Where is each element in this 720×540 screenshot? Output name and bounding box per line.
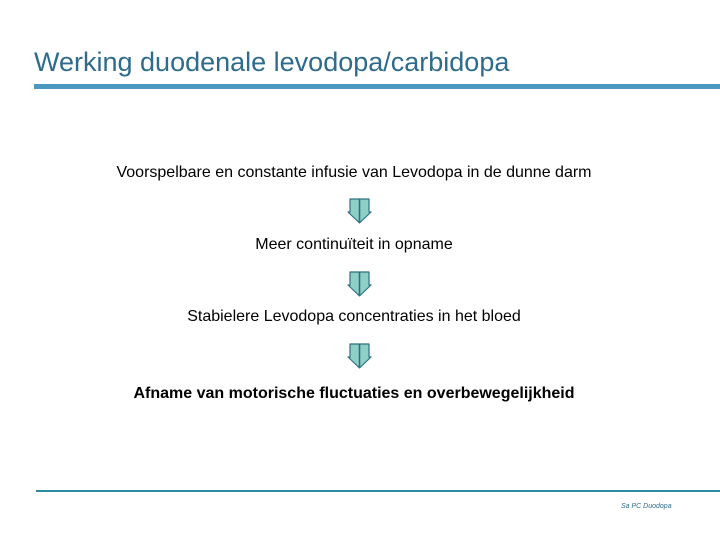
footer-note: Sa PC Duodopa (621, 503, 672, 510)
flow-step-3: Stabielere Levodopa concentraties in het bloed (187, 308, 521, 325)
flow-step-1: Voorspelbare en constante infusie van Levodopa in de dunne darm (116, 164, 592, 181)
slide-title: Werking duodenale levodopa/carbidopa (34, 47, 510, 77)
flow-step-2: Meer continuïteit in opname (255, 236, 453, 253)
down-arrow-icon (347, 271, 372, 297)
footer-divider (36, 490, 720, 492)
down-arrow-icon (347, 343, 372, 369)
down-arrow-icon (347, 198, 372, 224)
flow-step-4: Afname van motorische fluctuaties en overbewegelijkheid (133, 385, 575, 402)
